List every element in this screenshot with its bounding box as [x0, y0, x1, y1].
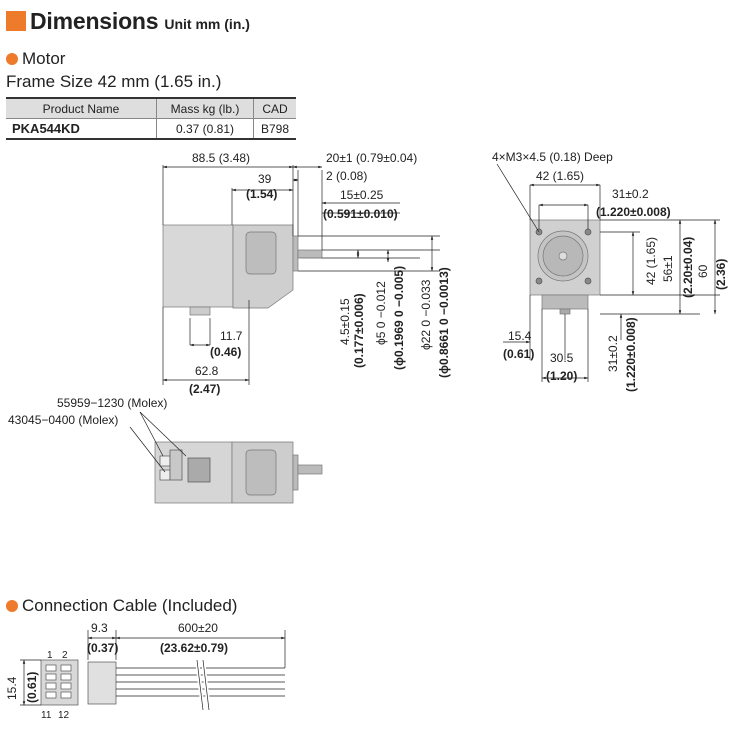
unit-label: Unit mm (in.)	[164, 16, 250, 32]
cable-drawing	[20, 630, 285, 710]
dim-driver-width: 30.5	[550, 351, 574, 365]
dim-flat-height-in: (0.177±0.006)	[352, 293, 366, 368]
dim-hole-pitch-v-in: (1.220±0.008)	[624, 317, 638, 392]
dim-pilot-dia: ϕ22 0 −0.033	[419, 279, 433, 350]
pin-label-2: 2	[62, 650, 68, 661]
dim-total-height-in: (2.36)	[714, 258, 728, 290]
dim-mounting-holes: 4×M3×4.5 (0.18) Deep	[492, 150, 613, 164]
dim-flat-height: 4.5±0.15	[338, 298, 352, 345]
driver-body	[163, 225, 233, 307]
dim-cable-length: 600±20	[178, 621, 218, 635]
dim-shaft-dia-in: (ϕ0.1969 0 −0.005)	[392, 265, 406, 370]
dim-hole-pitch-v: 31±0.2	[606, 335, 620, 372]
dim-overall-length: 88.5 (3.48)	[192, 151, 251, 165]
col-product-name: Product Name	[6, 98, 157, 119]
dim-shaft-dia: ϕ5 0 −0.012	[374, 281, 388, 345]
dim-connector-offset: 15.4	[508, 329, 532, 343]
dim-motor-body-in: (1.54)	[246, 187, 278, 201]
connector-stub	[190, 307, 210, 315]
pin-label-12: 12	[58, 710, 70, 721]
top-view-labels	[8, 396, 167, 427]
front-driver	[542, 295, 588, 309]
col-cad: CAD	[254, 98, 297, 119]
dim-pilot-length: 2 (0.08)	[326, 169, 368, 183]
shaft-circle	[559, 252, 567, 260]
dim-driver-depth-in: (0.46)	[210, 345, 242, 359]
col-mass: Mass kg (lb.)	[157, 98, 254, 119]
dim-connector-height-in: (0.61)	[25, 671, 39, 703]
dim-cable-length-in: (23.62±0.79)	[160, 641, 228, 655]
dim-shaft-length: 20±1 (0.79±0.04)	[326, 151, 418, 165]
dim-connector-offset-in: (0.61)	[503, 347, 535, 361]
connector-top-label: 55959−1230 (Molex)	[57, 396, 168, 410]
dim-total-height: 60	[696, 264, 710, 278]
cable-housing	[88, 662, 116, 704]
mass-value: 0.37 (0.81)	[157, 119, 254, 140]
frame-size: Frame Size 42 mm (1.65 in.)	[6, 72, 222, 91]
cad-value[interactable]: B798	[254, 119, 297, 140]
pilot	[293, 236, 298, 271]
display-window	[188, 458, 210, 482]
front-view-labels	[492, 150, 728, 392]
dim-body-height: 56±1	[661, 255, 675, 282]
mount-hole	[585, 229, 591, 235]
dim-frame-width: 42 (1.65)	[536, 169, 585, 183]
dim-housing-length: 9.3	[91, 621, 108, 635]
pin-label-1: 1	[47, 650, 53, 661]
dim-driver-depth: 11.7	[220, 329, 243, 343]
pin-label-11: 11	[41, 710, 52, 721]
dim-hole-pitch-h: 31±0.2	[612, 187, 649, 201]
cable-heading: Connection Cable (Included)	[22, 596, 238, 615]
mount-hole	[585, 278, 591, 284]
dim-connector-height: 15.4	[5, 676, 19, 700]
dim-flat-length: 15±0.25	[340, 188, 384, 202]
connector-bottom-label: 43045−0400 (Molex)	[8, 413, 119, 427]
dim-body-height-in: (2.20±0.04)	[681, 236, 695, 298]
dim-hole-pitch-h-in: (1.220±0.008)	[596, 205, 671, 219]
page-title: Dimensions	[30, 8, 159, 34]
top-view	[130, 412, 322, 503]
mount-hole	[536, 278, 542, 284]
product-name: PKA544KD	[12, 121, 80, 136]
connector-cn-1	[160, 456, 170, 466]
dim-frame-height: 42 (1.65)	[644, 236, 658, 285]
dim-housing-length-in: (0.37)	[87, 641, 119, 655]
dim-driver-width-in: (1.20)	[546, 369, 578, 383]
dim-pilot-dia-in: (ϕ0.8661 0 −0.0013)	[437, 267, 451, 378]
motor-heading: Motor	[22, 49, 66, 68]
shaft	[298, 250, 322, 258]
dim-driver-length-in: (2.47)	[189, 382, 221, 396]
dim-motor-body: 39	[258, 172, 272, 186]
dim-driver-length: 62.8	[195, 364, 219, 378]
cable-labels	[5, 621, 228, 721]
motor-fins	[246, 232, 276, 274]
dim-flat-length-in: (0.591±0.010)	[323, 207, 398, 221]
